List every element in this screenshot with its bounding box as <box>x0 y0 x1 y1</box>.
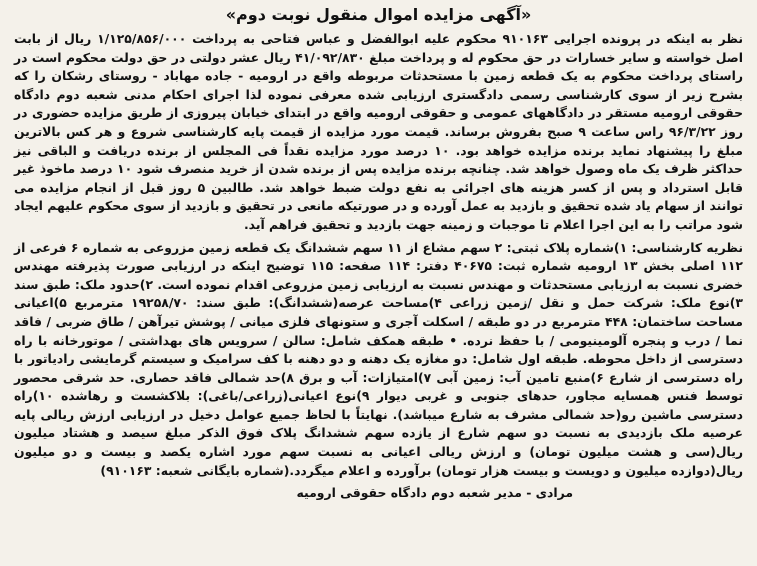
notice-title: «آگهی مزایده اموال منقول نوبت دوم» <box>225 5 532 24</box>
notice-paragraph-expert-opinion: نظریه کارشناسی: ۱)شماره پلاک ثبتی: ۲ سهم مشاع از ۱۱ سهم ششدانگ یک قطعه زمین مزروعی به شماره ۶ فرعی از ۱۱۲ اصلی بخش ۱۳ ارومیه شماره ثبت: ۴۰۶۷۵ دفتر: ۱۱۴ صفحه: ۱۱۵ توضیح اینکه در ارزیابی صورت پذیرفته مهندس خضری نسبت به ارزیابی مستحدثات و مهندس نسبت به ارزیابی زمین مزروعی اقدام نموده است. ۲)حدود ملک: طبق سند ۳)نوع ملک: شرکت حمل و نقل /زمین زراعی ۴)مساحت عرصه(ششدانگ): طبق سند: ۱۹۲۵۸/۷۰ مترمربع ۵)اعیانی مساحت ساختمان: ۴۴۸ مترمربع در دو طبقه / اسکلت آجری و ستونهای فلزی میانی / پوشش تیرآهن / طاق ضربی / فاقد نما / درب و پنجره آلومینیومی / با حفظ نرده. • طبقه همکف شامل: سالن / سرویس های بهداشتی / موتورخانه با راه دسترسی از داخل محوطه. طبقه اول شامل: دو مغازه یک دهنه و دو دهنه با کف سرامیک و سیستم گرمایشی رادیاتور با راه دسترسی از شارع ۶)منبع تامین آب: زمین آبی ۷)امتیازات: آب و برق ۸)حد شمالی فاقد حصاری. حد شرقی محصور توسط فنس همسایه مجاور، حدهای جنوبی و غربی دیوار ۹)نوع اعیانی(زراعی/باغی): بلاکشست و رهاشده ۱۰)راه دسترسی ماشین رو(حد شمالی مشرف به شارع میباشد). نهایتاً با لحاظ جمیع عوامل دخیل در ارزیابی ارزش ریالی پایه عرصیه ملک بازدیدی به نسبت دو سهم شارع از یازده سهم ششدانگ پلاک فوق الذکر مبلغ سیصد و هشتاد میلیون ریال(سی و هشت میلیون تومان) و ارزش ریالی اعیانی به نسبت سهم مورد اشاره یکصد و بیست و دو میلیون ریال(دوازده میلیون و دویست و بیست هزار تومان) برآورده و اعلام میگردد.(شماره بایگانی شعبه: ۹۱۰۱۶۳) <box>14 239 744 478</box>
notice-signature: مرادی - مدیر شعبه دوم دادگاه حقوقی ارومیه <box>296 485 573 501</box>
notice-paragraph-auction-terms: نظر به اینکه در پرونده اجرایی ۹۱۰۱۶۳ محکوم علیه ابوالفضل و عباس فتاحی به پرداخت ۱/۱۲۵/۸۵۶/۰۰۰ ریال از بابت اصل خواسته و سایر خسارات در حق محکوم له و پرداخت مبلغ ۴۱/۰۹۲/۸۳۰ ریال عشر دولتی در حق دولت محکوم است در راستای پرداخت محکوم به یک قطعه زمین با مستحدثات مربوطه واقع در ارومیه - جاده مهاباد - روستای رشکان را که بشرح زیر از سوی کارشناسی رسمی دادگستری ارزیابی شده معرفی نموده لذا اجرای احکام مدنی شعبه دوم دادگاه حقوقی ارومیه مستقر در دادگاههای عمومی و حقوقی ارومیه واقع در ابتدای خیابان پیروزی از طریق مزایده حضوری در روز ۹۶/۳/۲۲ راس ساعت ۹ صبح بفروش برساند. قیمت مورد مزایده از قیمت پایه کارشناسی شروع و هر کس بالاترین مبلغ را پیشنهاد نماید برنده مزایده خواهد بود. ۱۰ درصد مورد مزایده نقداً فی المجلس از برنده دریافت و الباقی نیز حداکثر ظرف یک ماه وصول خواهد شد. چنانچه برنده مزایده پس از برنده شدن از خرید منصرف شود ۱۰ درصد ماخوذ غیر قابل استرداد و پس از کسر هزینه های اجرائی به نفع دولت ضبط خواهد شد. طالبین ۵ روز قبل از انجام مزایده می توانند از سهام یاد شده تحقیق و بازدید به عمل آورده و در صورتیکه مانعی در تحقیق و بازدید از سوی محکوم علیهم ایجاد شود مراتب را به این اجرا اعلام تا موجبات و زمینه جهت بازدید و تحقیق فراهم آید. <box>14 31 744 232</box>
